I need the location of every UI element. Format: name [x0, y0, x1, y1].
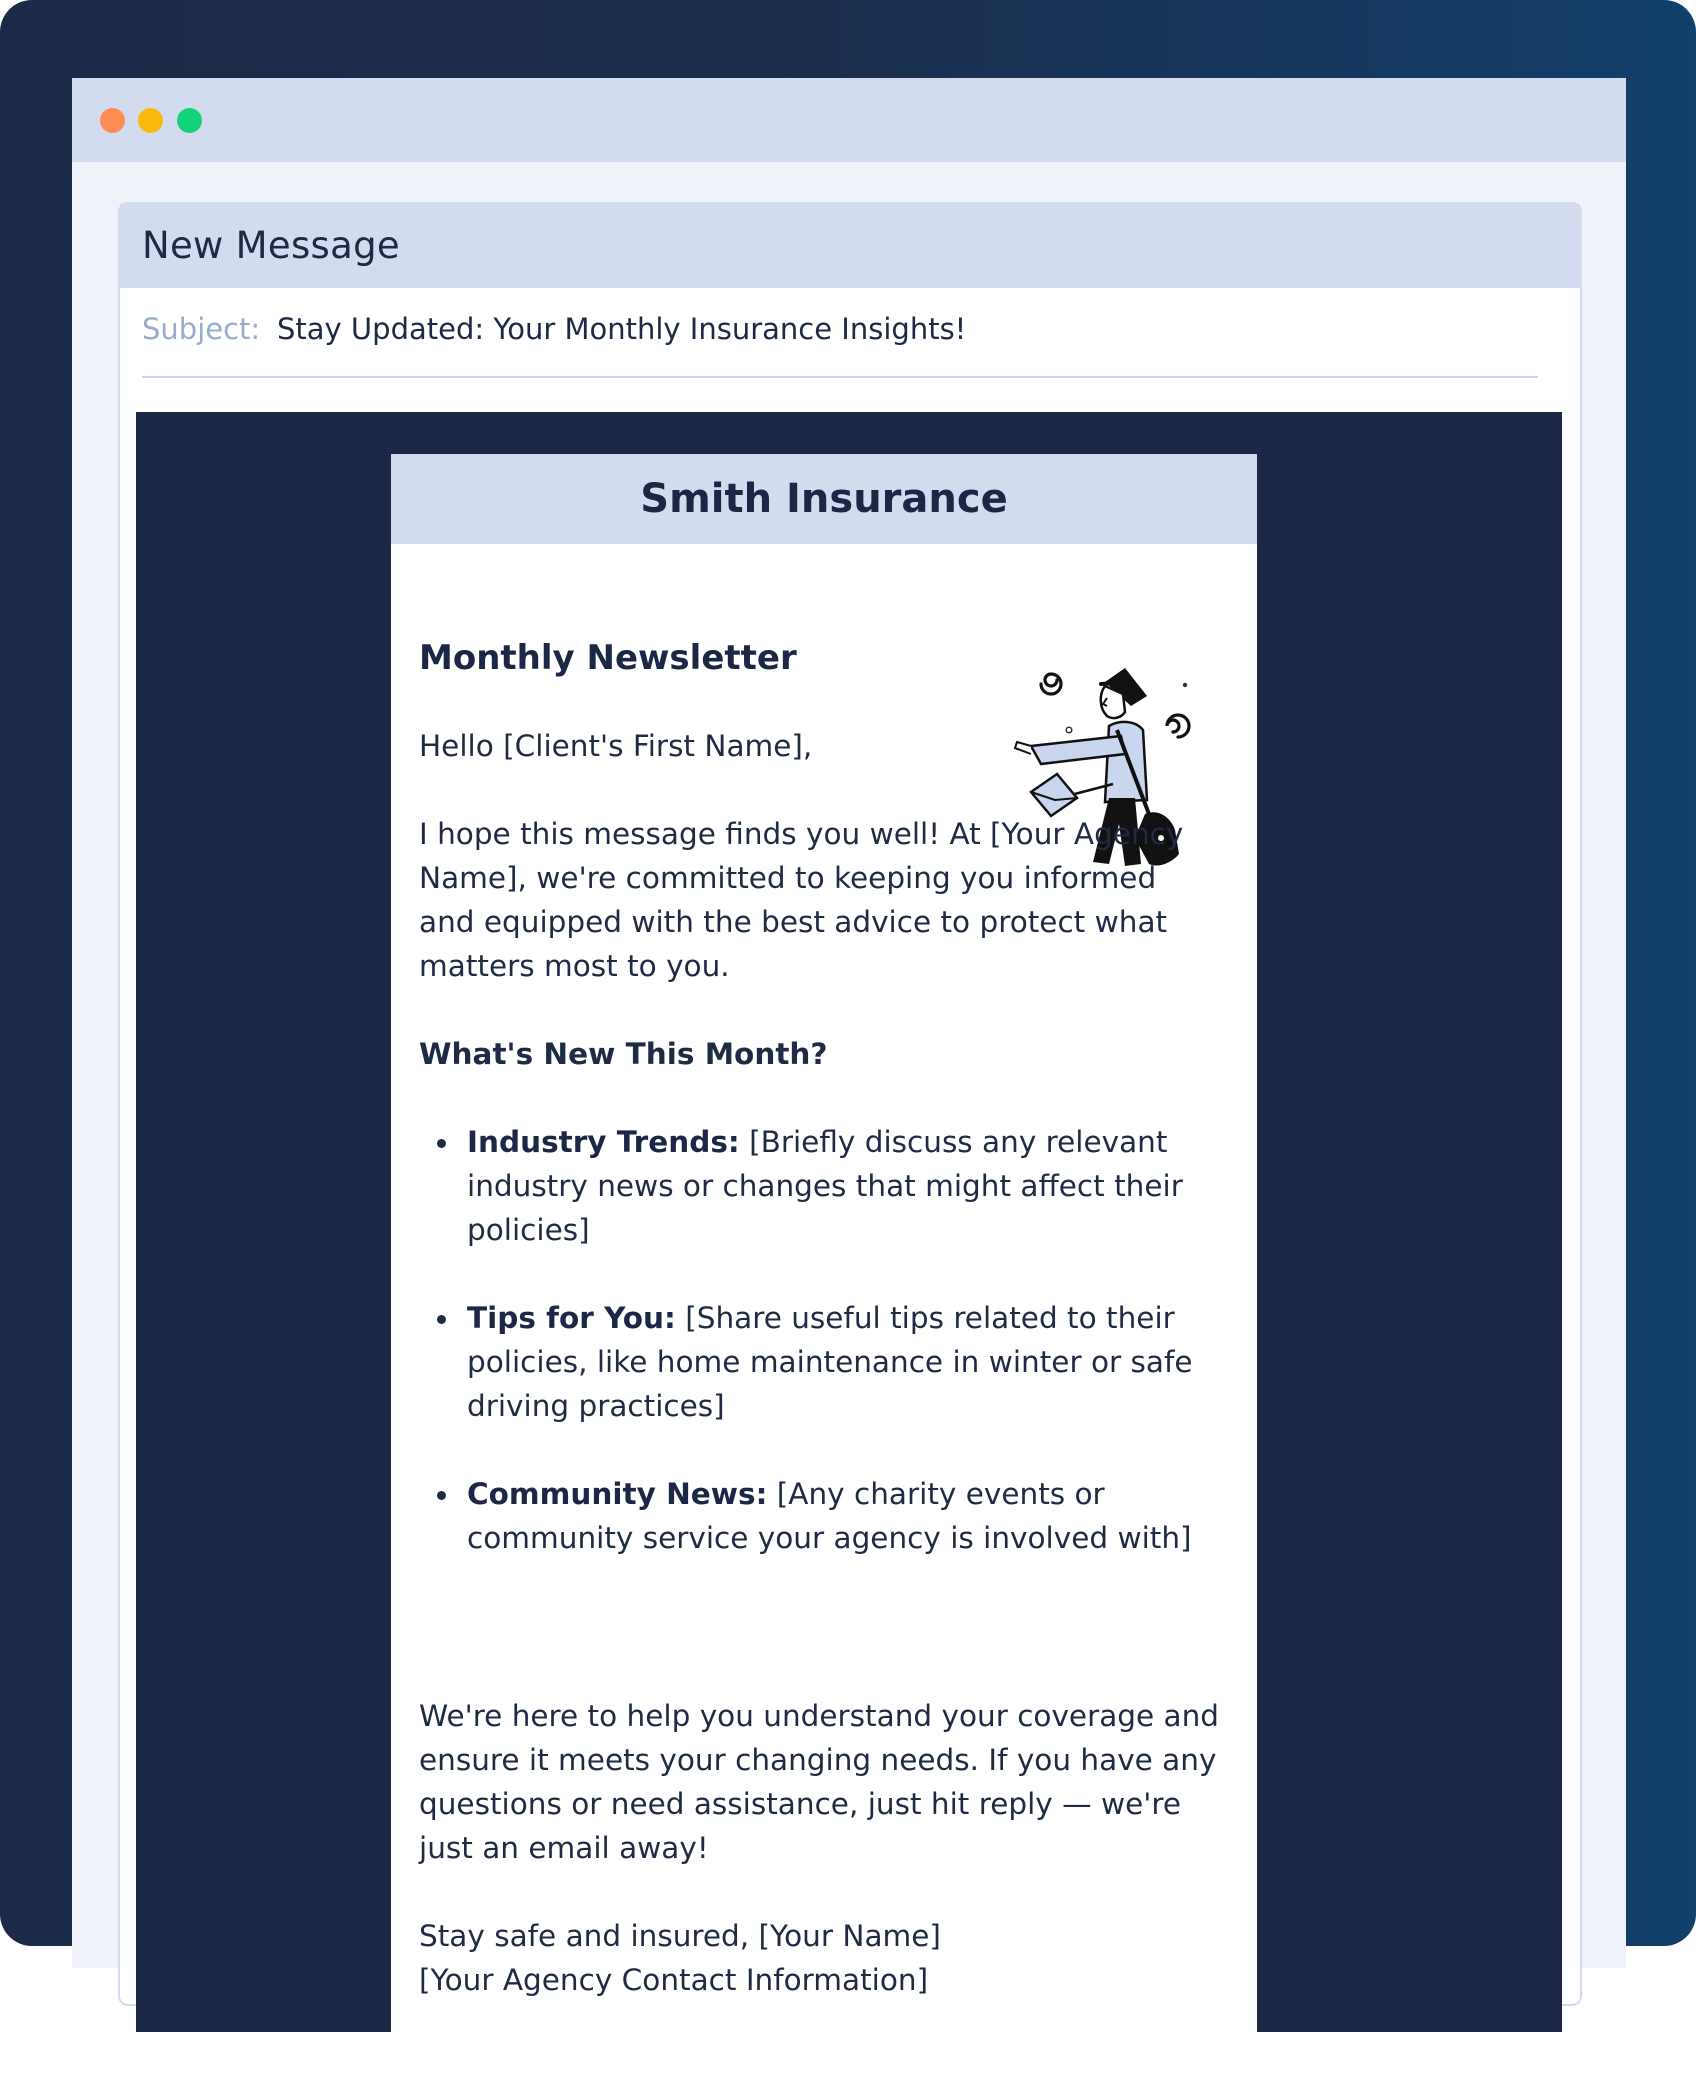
list-item: [419, 1120, 1229, 1252]
newsletter-title: Monthly Newsletter: [419, 638, 797, 678]
brand-header: Smith Insurance: [391, 454, 1257, 544]
contact-info: [Your Agency Contact Information]: [419, 1963, 929, 1997]
tip-text: [Any charity events or community service your agency is involved with]: [467, 1477, 1192, 1555]
close-window-button[interactable]: [100, 108, 125, 133]
compose-header: [120, 204, 1580, 288]
minimize-window-button[interactable]: [138, 108, 163, 133]
tip-label: Tips for You:: [467, 1301, 676, 1335]
window-titlebar: [72, 78, 1626, 162]
subject-label: Subject:: [142, 312, 261, 346]
signoff: Stay safe and insured, [Your Name]: [419, 1919, 941, 1953]
greeting: Hello [Client's First Name],: [419, 729, 813, 763]
tips-list: [419, 1120, 1229, 1560]
intro-paragraph: I hope this message finds you well! At [Your Agency Name], we're committed to keeping you informed and equipped with the best advice to protect what matters most to you.: [419, 817, 1184, 983]
maximize-window-button[interactable]: [177, 108, 202, 133]
subject-field[interactable]: Stay Updated: Your Monthly Insurance Insights!: [277, 312, 967, 346]
subject-row[interactable]: [142, 288, 1538, 378]
whats-new-heading: What's New This Month?: [419, 1037, 828, 1071]
tip-text: [Share useful tips related to their policies, like home maintenance in winter or safe driving practices]: [467, 1301, 1193, 1423]
closing-paragraph: We're here to help you understand your coverage and ensure it meets your changing needs. If you have any questions or need assistance, just hit reply — we're just an email away!: [419, 1699, 1220, 1865]
list-item: [419, 1296, 1229, 1428]
tip-text: [Briefly discuss any relevant industry news or changes that might affect their policies]: [467, 1125, 1183, 1247]
list-item: [419, 1472, 1229, 1560]
tip-label: Community News:: [467, 1477, 768, 1511]
newsletter-email[interactable]: [391, 454, 1257, 2074]
mail-window: [72, 78, 1626, 1997]
tip-label: Industry Trends:: [467, 1125, 740, 1159]
compose-title: New Message: [142, 224, 400, 267]
email-body-canvas: [136, 412, 1562, 2032]
compose-panel: [118, 202, 1582, 2006]
